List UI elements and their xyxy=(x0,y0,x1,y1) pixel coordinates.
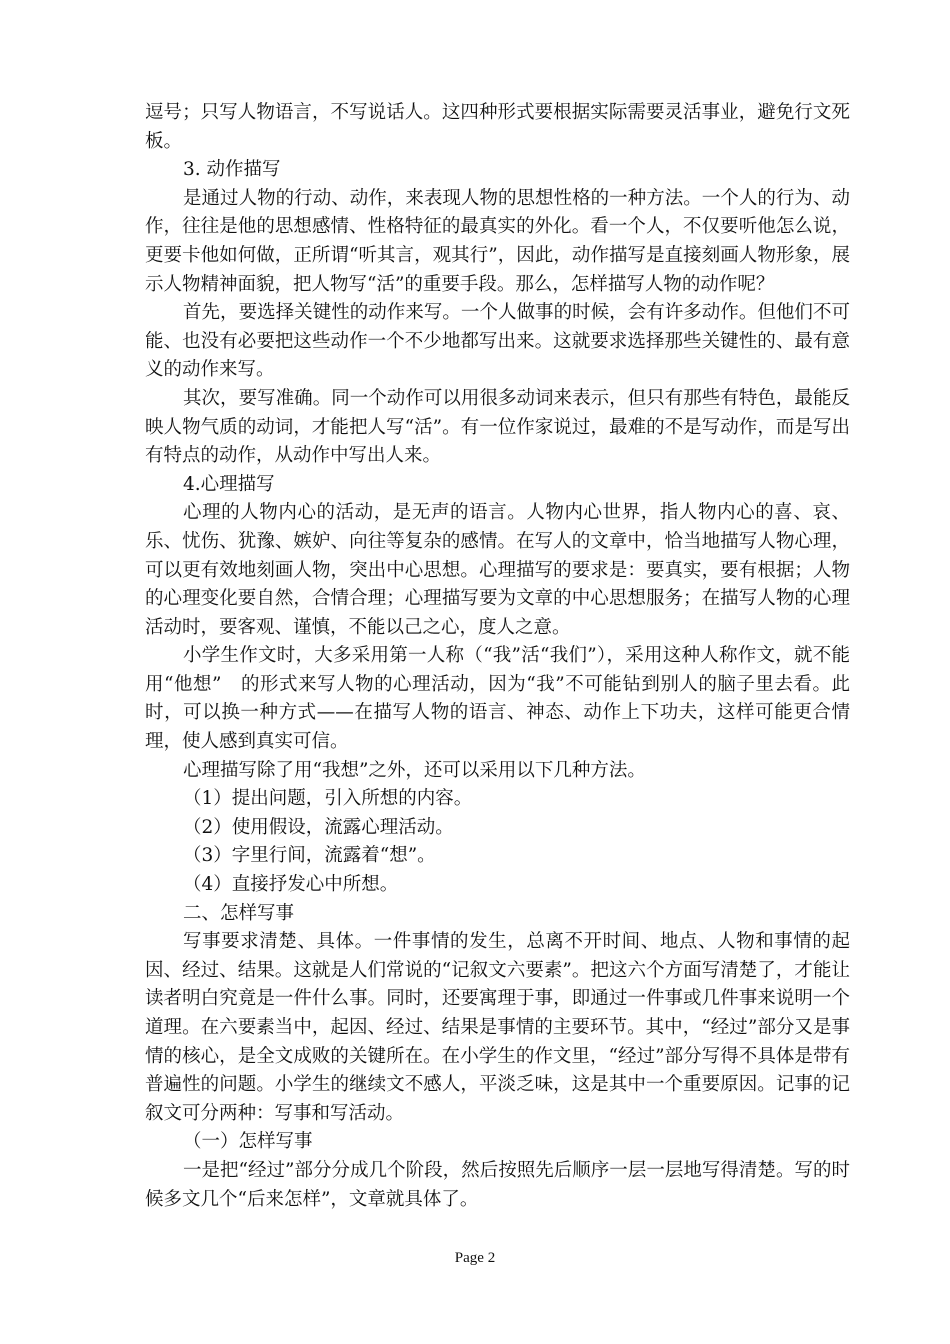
heading-action-description: 3. 动作描写 xyxy=(183,159,281,181)
list-item: （2）使用假设，流露心理活动。 xyxy=(183,816,454,838)
document-body xyxy=(145,99,850,1214)
paragraph: 小学生作文时，大多采用第一人称（“我”活“我们”），采用这种人称作文，就不能用“他想” 的形式来写人物的心理活动，因为“我”不可能钻到别人的脑子里去看。此时，可以换一种方式——在描写人物的语言、神态、动作上下功夫，这样可能更合情理，使人感到真实可信。 xyxy=(145,645,850,753)
paragraph: 是通过人物的行动、动作，来表现人物的思想性格的一种方法。一个人的行为、动作，往往是他的思想感情、性格特征的最真实的外化。看一个人，不仅要听他怎么说，更要卡他如何做，正所谓“听其言，观其行”，因此，动作描写是直接刻画人物形象，展示人物精神面貌，把人物写“活”的重要手段。那么，怎样描写人物的动作呢？ xyxy=(145,187,850,295)
paragraph: 心理的人物内心的活动，是无声的语言。人物内心世界，指人物内心的喜、哀、乐、忧伤、犹豫、嫉妒、向往等复杂的感情。在写人的文章中，恰当地描写人物心理，可以更有效地刻画人物，突出中心思想。心理描写的要求是：要真实，要有根据；人物的心理变化要自然，合情合理；心理描写要为文章的中心思想服务；在描写人物的心理活动时，要客观、谨慎，不能以己之心，度人之意。 xyxy=(145,502,850,638)
list-item: （4）直接抒发心中所想。 xyxy=(183,874,399,896)
section-heading-writing-events: 二、怎样写事 xyxy=(183,902,295,924)
page-footer xyxy=(0,1250,950,1267)
list-item: （3）字里行间，流露着“想”。 xyxy=(183,845,436,867)
page-number: Page 2 xyxy=(454,1250,496,1266)
subsection-heading: （一）怎样写事 xyxy=(183,1131,313,1153)
paragraph: 一是把“经过”部分分成几个阶段，然后按照先后顺序一层一层地写得清楚。写的时候多文几个“后来怎样”，文章就具体了。 xyxy=(145,1159,850,1210)
list-item: （1）提出问题，引入所想的内容。 xyxy=(183,788,473,810)
paragraph: 心理描写除了用“我想”之外，还可以采用以下几种方法。 xyxy=(183,759,646,781)
heading-psychological-description: 4.心理描写 xyxy=(183,473,275,495)
paragraph: 写事要求清楚、具体。一件事情的发生，总离不开时间、地点、人物和事情的起因、经过、结果。这就是人们常说的“记叙文六要素”。把这六个方面写清楚了，才能让读者明白究竟是一件什么事。同时，还要寓理于事，即通过一件事或几件事来说明一个道理。在六要素当中，起因、经过、结果是事情的主要环节。其中，“经过”部分又是事情的核心，是全文成败的关键所在。在小学生的作文里，“经过”部分写得不具体是带有普遍性的问题。小学生的继续文不感人，平淡乏味，这是其中一个重要原因。记事的记叙文可分两种：写事和写活动。 xyxy=(145,931,850,1124)
paragraph: 首先，要选择关键性的动作来写。一个人做事的时候，会有许多动作。但他们不可能、也没有必要把这些动作一个不少地都写出来。这就要求选择那些关键性的、最有意义的动作来写。 xyxy=(145,302,850,381)
paragraph-continuation: 逗号；只写人物语言，不写说话人。这四种形式要根据实际需要灵活事业，避免行文死板。 xyxy=(145,102,850,152)
paragraph: 其次，要写准确。同一个动作可以用很多动词来表示，但只有那些有特色，最能反映人物气质的动词，才能把人写“活”。有一位作家说过，最难的不是写动作，而是写出有特点的动作，从动作中写出人来。 xyxy=(145,387,850,467)
